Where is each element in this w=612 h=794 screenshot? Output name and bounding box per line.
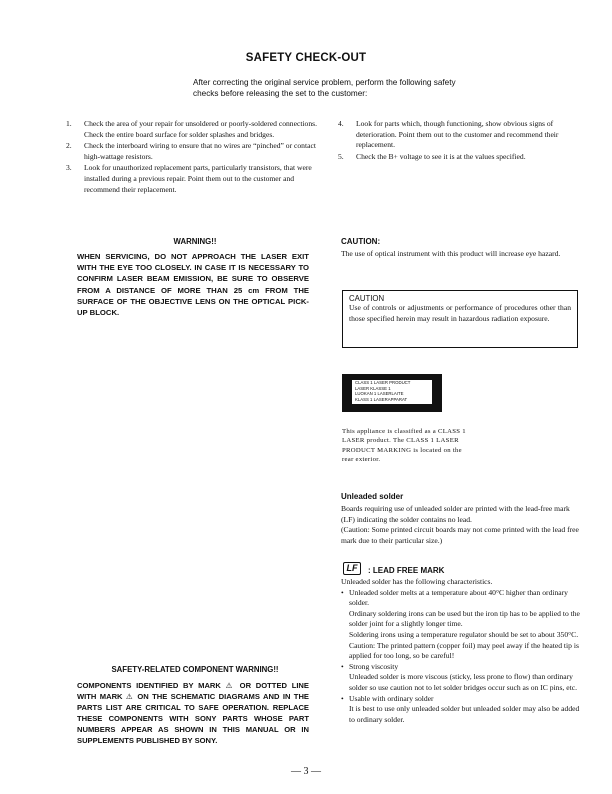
safety-warning-body: COMPONENTS IDENTIFIED BY MARK ⚠ OR DOTTED LINE WITH MARK ⚠ ON THE SCHEMATIC DIAGRAMS AND IN THE PARTS LIST ARE CRITICAL TO SAFE OPERATION. REPLACE THESE COMPONENTS WITH SONY PARTS WHOSE PART NUMBERS APPEAR AS SHOWN IN THIS MANUAL OR IN SUPPLEMENTS PUBLISHED BY SONY.: [77, 681, 309, 745]
unleaded-body: Boards requiring use of unleaded solder are printed with the lead-free mark (LF) indicating the solder contains no lead. (Caution: Some printed circuit boards may not come printed with the lead free mark due to their particular size.): [341, 504, 579, 545]
caution-title: CAUTION:: [341, 237, 381, 246]
warning-title: WARNING!!: [173, 237, 217, 246]
lead-free-icon: LF: [343, 562, 361, 575]
caution-box-title: CAUTION: [349, 294, 385, 303]
lead-free-title: : LEAD FREE MARK: [368, 566, 445, 575]
list-item: 1. Check the area of your repair for unsoldered or poorly-soldered connections. Check the entire board surface for solder splashes and bridges.: [66, 119, 317, 139]
lead-free-body: Unleaded solder has the following characteristics. • Unleaded solder melts at a temperature about 40°C higher than ordinary solder. Ordinary soldering irons can be used but the iron tip has to be applied to the solder joint for a slightly longer time. Soldering irons using a temperature regulator should be set to about 350°C. Caution: The printed pattern (copper foil) may peel away if the heated tip is applied for too long, so be careful! • Strong viscosity Unleaded solder is more viscous (sticky, less prone to flow) than ordinary solder so use caution not to let solder bridges occur such as on IC pins, etc. • Usable with ordinary solder It is best to use only unleaded solder but unleaded solder may also be added to ordinary solder.: [341, 577, 583, 725]
appliance-note: This appliance is classified as a CLASS 1 LASER product. The CLASS 1 LASER PRODUCT MARKING is located on the rear exterior.: [342, 428, 466, 463]
intro-text: After correcting the original service problem, perform the following safety checks before releasing the set to the customer:: [193, 78, 456, 98]
list-item: 4. Look for parts which, though functioning, show obvious signs of deterioration. Point them out to the customer and recommend their replacement.: [338, 119, 559, 150]
list-item: 5. Check the B+ voltage to see it is at the values specified.: [338, 151, 526, 161]
page-number: — 3 —: [291, 766, 321, 777]
page-title: SAFETY CHECK-OUT: [245, 52, 367, 64]
laser-class-label: [342, 374, 442, 412]
list-item: • Unleaded solder melts at a temperature about 40°C higher than ordinary solder. Ordinary soldering irons can be used but the iron tip has to be applied to the solder joint for a slightly longer time. Soldering irons using a temperature regulator should be set to about 350°C. Caution: The printed pattern (copper foil) may peel away if the heated tip is applied for too long, so be careful!: [341, 587, 580, 661]
laser-label-text: CLASS 1 LASER PRODUCT LASER KLASSE 1 LUOKAN 1 LASERLAITE KLASS 1 LASERAPPARAT: [352, 380, 432, 404]
list-item: 3. Look for unauthorized replacement parts, particularly transistors, that were installed during a previous repair. Point them out to the customer and recommend their replacement.: [66, 163, 312, 194]
unleaded-title: Unleaded solder: [341, 492, 404, 501]
check-list-left: [66, 119, 324, 196]
caution-box: [342, 290, 578, 348]
list-item: 2. Check the interboard wiring to ensure that no wires are “pinched” or contact high-wattage resistors.: [66, 141, 316, 161]
list-item: • Strong viscosity Unleaded solder is more viscous (sticky, less prone to flow) than ordinary solder so use caution not to let solder bridges occur such as on IC pins, etc.: [341, 661, 577, 692]
caution-body: The use of optical instrument with this product will increase eye hazard.: [341, 249, 561, 258]
safety-warning-title: SAFETY-RELATED COMPONENT WARNING!!: [111, 665, 279, 674]
list-item: • Usable with ordinary solder It is best to use only unleaded solder but unleaded solder may also be added to ordinary solder.: [341, 693, 580, 724]
check-list-right: [338, 119, 584, 163]
caution-box-text: Use of controls or adjustments or performance of procedures other than those specified herein may result in hazardous radiation exposure.: [349, 303, 571, 323]
warning-body: WHEN SERVICING, DO NOT APPROACH THE LASER EXIT WITH THE EYE TOO CLOSELY. IN CASE IT IS NECESSARY TO CONFIRM LASER BEAM EMISSION, BE SURE TO OBSERVE FROM A DISTANCE OF MORE THAN 25 cm FROM THE SURFACE OF THE OBJECTIVE LENS ON THE OPTICAL PICK-UP BLOCK.: [77, 252, 309, 318]
